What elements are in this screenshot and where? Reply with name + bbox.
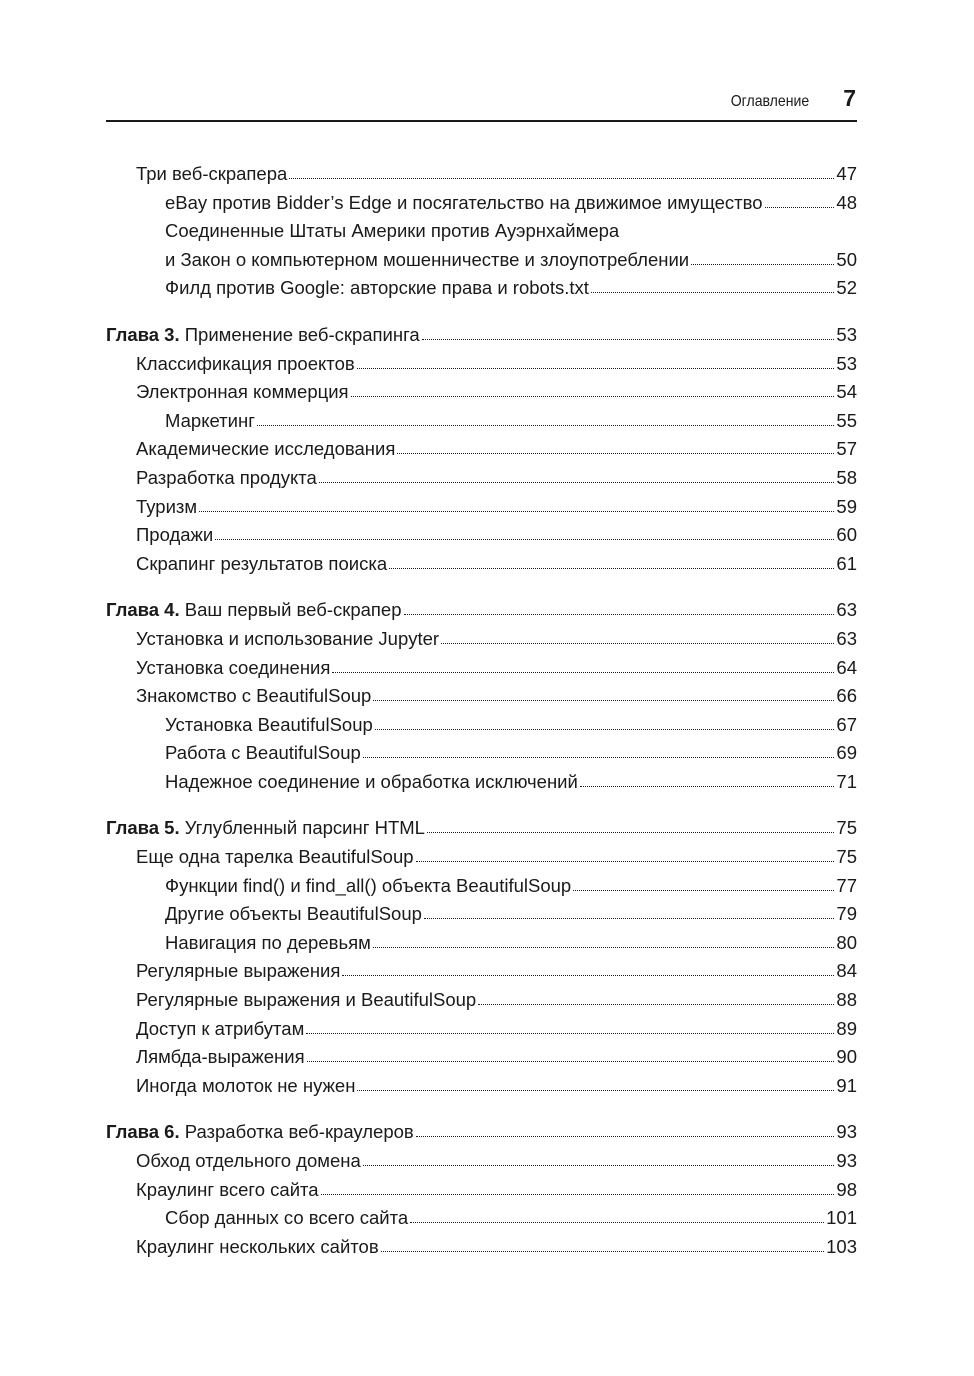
toc-entry[interactable]: [106, 1043, 857, 1072]
toc-chapter-entry[interactable]: [106, 321, 857, 350]
toc-entry[interactable]: [106, 986, 857, 1015]
toc-entry-title: Три веб-скрапера: [136, 163, 288, 184]
toc-entry[interactable]: [106, 189, 857, 218]
toc-page-number: 57: [836, 438, 857, 460]
chapter-title: Ваш первый веб-скрапер: [184, 599, 402, 621]
toc-page-number: 101: [826, 1207, 857, 1229]
toc-entry-title: и Закон о компьютерном мошенничестве и злоупотреблении: [165, 248, 690, 270]
toc-entry-title: Иногда молоток не нужен: [136, 1074, 356, 1096]
toc-entry[interactable]: [106, 1204, 857, 1233]
running-title: Оглавление: [730, 93, 810, 110]
toc-entry[interactable]: [106, 521, 857, 550]
dot-leader: [397, 453, 834, 454]
toc-entry[interactable]: [106, 929, 857, 958]
toc-entry[interactable]: [106, 274, 857, 303]
toc-chapter-entry[interactable]: [106, 596, 857, 625]
toc-entry[interactable]: [106, 768, 857, 797]
dot-leader: [427, 832, 834, 833]
dot-leader: [357, 368, 835, 369]
table-of-contents: [106, 160, 857, 1261]
toc-entry[interactable]: [106, 625, 857, 654]
toc-page-number: 50: [836, 248, 857, 270]
toc-entry[interactable]: [106, 1015, 857, 1044]
toc-entry-title: [106, 596, 402, 625]
toc-entry[interactable]: [106, 957, 857, 986]
toc-entry-title: eBay против Bidder’s Edge и посягательство на движимое имущество: [165, 191, 763, 213]
toc-entry-title: Регулярные выражения и BeautifulSoup: [136, 989, 477, 1011]
dot-leader: [357, 1090, 834, 1091]
toc-entry-title: Работа с BeautifulSoup: [165, 742, 361, 764]
toc-page-number: 93: [836, 1121, 857, 1143]
page-number: 7: [843, 85, 856, 111]
toc-page-number: 54: [836, 381, 857, 403]
toc-entry[interactable]: [106, 682, 857, 711]
chapter-number: Глава 4.: [106, 599, 180, 621]
toc-page-number: 77: [836, 874, 857, 896]
dot-leader: [342, 975, 834, 976]
toc-page-number: 59: [836, 495, 857, 517]
dot-leader: [410, 1222, 824, 1223]
toc-page-number: 91: [836, 1074, 857, 1096]
toc-entry-title: Доступ к атрибутам: [136, 1017, 305, 1039]
toc-entry-title: Другие объекты BeautifulSoup: [165, 903, 422, 925]
toc-page-number: 79: [836, 903, 857, 925]
toc-entry-title: Еще одна тарелка BeautifulSoup: [136, 846, 414, 868]
toc-entry-title: [106, 321, 420, 350]
toc-page-number: 75: [836, 846, 857, 868]
toc-entry-title: Функции find() и find_all() объекта BeautifulSoup: [165, 874, 572, 896]
dot-leader: [573, 890, 834, 891]
toc-page-number: 64: [836, 656, 857, 678]
toc-entry[interactable]: [106, 843, 857, 872]
dot-leader: [441, 643, 834, 644]
toc-entry[interactable]: [106, 550, 857, 579]
toc-page-number: 55: [836, 409, 857, 431]
toc-entry-title: Сбор данных со всего сайта: [165, 1207, 409, 1229]
toc-entry-title: Маркетинг: [165, 409, 255, 431]
chapter-title: Разработка веб-краулеров: [184, 1121, 414, 1143]
toc-entry[interactable]: [106, 407, 857, 436]
toc-entry-title-line1: Соединенные Штаты Америки против Ауэрнхаймера: [165, 220, 620, 242]
toc-entry[interactable]: [106, 900, 857, 929]
dot-leader: [351, 396, 835, 397]
toc-entry-title: Филд против Google: авторские права и robots.txt: [165, 277, 589, 299]
toc-chapter-entry[interactable]: [106, 1118, 857, 1147]
dot-leader: [691, 264, 834, 265]
toc-page-number: 53: [836, 352, 857, 374]
toc-page-number: 63: [836, 627, 857, 649]
dot-leader: [416, 1136, 835, 1137]
dot-leader: [306, 1033, 834, 1034]
toc-entry-title: Скрапинг результатов поиска: [136, 552, 388, 574]
toc-entry[interactable]: [106, 654, 857, 683]
toc-entry-title: Установка и использование Jupyter: [136, 627, 440, 649]
toc-page-number: 93: [836, 1150, 857, 1171]
dot-leader: [416, 861, 835, 862]
dot-leader: [373, 700, 834, 701]
chapter-title: Применение веб-скрапинга: [184, 323, 420, 345]
dot-leader: [215, 539, 834, 540]
dot-leader: [363, 1165, 835, 1166]
dot-leader: [332, 672, 834, 673]
dot-leader: [289, 178, 834, 179]
toc-page-number: 52: [836, 277, 857, 299]
toc-page-number: 69: [836, 742, 857, 764]
dot-leader: [422, 339, 835, 340]
toc-entry-title: Классификация проектов: [136, 352, 355, 374]
toc-page-number: 90: [836, 1046, 857, 1068]
dot-leader: [404, 614, 835, 615]
dot-leader: [591, 292, 835, 293]
toc-page-number: 53: [836, 323, 857, 345]
dot-leader: [257, 425, 834, 426]
toc-entry-title: Туризм: [136, 495, 198, 517]
toc-entry[interactable]: [106, 1147, 857, 1176]
page-header: [106, 84, 857, 122]
dot-leader: [319, 482, 835, 483]
toc-entry-title: Разработка продукта: [136, 466, 317, 488]
toc-page-number: 88: [836, 989, 857, 1011]
chapter-title: Углубленный парсинг HTML: [184, 817, 425, 839]
toc-entry-title: Установка BeautifulSoup: [165, 713, 373, 735]
chapter-number: Глава 3.: [106, 323, 180, 345]
toc-entry-title: Электронная коммерция: [136, 381, 349, 403]
toc-page-number: 71: [836, 770, 857, 792]
toc-entry-title: Продажи: [136, 524, 214, 546]
toc-entry-title: Навигация по деревьям: [165, 931, 371, 953]
toc-entry[interactable]: [106, 217, 857, 274]
toc-entry[interactable]: [106, 350, 857, 379]
dot-leader: [321, 1194, 835, 1195]
toc-entry[interactable]: [106, 435, 857, 464]
toc-entry-title: Краулинг нескольких сайтов: [136, 1235, 379, 1257]
dot-leader: [478, 1004, 834, 1005]
dot-leader: [373, 947, 835, 948]
toc-entry-title: Академические исследования: [136, 438, 396, 460]
toc-page-number: 48: [836, 191, 857, 213]
toc-entry-title: Установка соединения: [136, 656, 331, 678]
dot-leader: [765, 207, 835, 208]
dot-leader: [389, 568, 834, 569]
toc-entry[interactable]: [106, 872, 857, 901]
toc-page-number: 66: [836, 685, 857, 707]
toc-entry[interactable]: [106, 160, 857, 189]
toc-entry-title: [106, 814, 425, 843]
toc-entry[interactable]: [106, 711, 857, 740]
toc-entry-title: Знакомство с BeautifulSoup: [136, 685, 372, 707]
dot-leader: [375, 729, 835, 730]
dot-leader: [424, 918, 835, 919]
chapter-number: Глава 6.: [106, 1121, 180, 1143]
dot-leader: [381, 1251, 824, 1252]
chapter-number: Глава 5.: [106, 817, 180, 839]
toc-page-number: 47: [836, 163, 857, 184]
toc-entry[interactable]: [106, 378, 857, 407]
toc-entry-title: [106, 1118, 414, 1147]
toc-entry[interactable]: [106, 739, 857, 768]
dot-leader: [363, 757, 835, 758]
toc-entry[interactable]: [106, 464, 857, 493]
toc-page-number: 103: [826, 1235, 857, 1257]
dot-leader: [307, 1061, 835, 1062]
toc-page-number: 84: [836, 960, 857, 982]
toc-entry-title: Обход отдельного домена: [136, 1150, 361, 1171]
toc-page-number: 61: [836, 552, 857, 574]
toc-entry-title: Надежное соединение и обработка исключений: [165, 770, 578, 792]
toc-entry-title: Регулярные выражения: [136, 960, 341, 982]
toc-entry[interactable]: [106, 1072, 857, 1101]
toc-entry[interactable]: [106, 1233, 857, 1262]
toc-page-number: 58: [836, 466, 857, 488]
toc-chapter-entry[interactable]: [106, 814, 857, 843]
toc-page-number: 89: [836, 1017, 857, 1039]
toc-page-number: 98: [836, 1178, 857, 1200]
dot-leader: [580, 786, 835, 787]
toc-page-number: 60: [836, 524, 857, 546]
toc-page-number: 75: [836, 817, 857, 839]
toc-page-number: 63: [836, 599, 857, 621]
toc-entry-title: Краулинг всего сайта: [136, 1178, 319, 1200]
toc-entry-title: Лямбда-выражения: [136, 1046, 305, 1068]
toc-page-number: 80: [836, 931, 857, 953]
toc-entry[interactable]: [106, 493, 857, 522]
dot-leader: [199, 511, 834, 512]
toc-entry[interactable]: [106, 1176, 857, 1205]
toc-page-number: 67: [836, 713, 857, 735]
